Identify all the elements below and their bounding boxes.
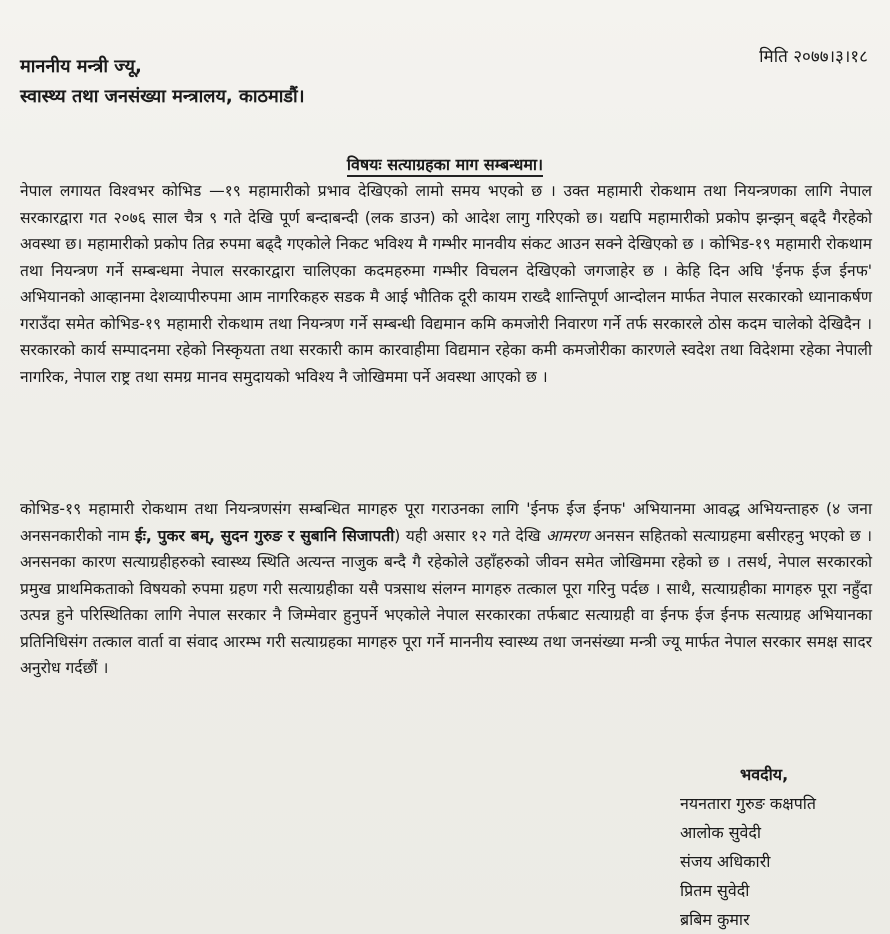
addressee-block [20,52,305,112]
letter-date: मिति २०७७।३।१८ [759,47,868,67]
signatory-name: नयनतारा गुरुङ कक्षपति [680,794,817,813]
hunger-striker-names: ईः, पुकर बम्, सुदन गुरुङ र सुबानि सिजापती [135,526,395,545]
paragraph2-text-part2: ) यही असार १२ गते देखि [394,526,546,545]
signatory-name: संजय अधिकारी [680,852,771,871]
subject-text: विषयः सत्याग्रहका माग सम्बन्धमा। [347,155,543,177]
signatory-name: ब्रबिम कुमार [680,910,750,929]
signatory-name: आलोक सुवेदी [680,823,762,842]
addressee-ministry: स्वास्थ्य तथा जनसंख्या मन्त्रालय, काठमाडौं। [20,86,305,107]
paragraph2-italic-word: आमरण [545,526,589,545]
addressee-title: माननीय मन्त्री ज्यू, [20,56,142,77]
signature-block [680,760,816,934]
closing-salutation: भवदीय, [740,765,789,784]
signatory-name: प्रितम सुवेदी [680,881,750,900]
paragraph2-text-part3: अनसन सहितको सत्याग्रहमा बसीरहनु भएको छ । अनसनका कारण सत्याग्रहीहरुको स्वास्थ्य स्थिति अत्यन्त नाजुक बन्दै गै रहेकोले उहाँहरुको जीवन समेत जोखिममा रहेको छ । तसर्थ, नेपाल सरकारको प्रमुख प्राथमिकताको विषयको रुपमा ग्रहण गरी सत्याग्रहीका यसै पत्रसाथ संलग्न मागहरु तत्काल पूरा गरिनु पर्दछ । साथै, सत्याग्रहीका मागहरु पूरा नहुँदा उत्पन्न हुने परिस्थितिका लागि नेपाल सरकार नै जिम्मेवार हुनुपर्ने भएकोले नेपाल सरकारका तर्फबाट सत्याग्रही वा ईनफ ईज ईनफ सत्याग्रह अभियानका प्रतिनिधिसंग तत्काल वार्ता वा संवाद आरम्भ गरी सत्याग्रहका मागहरु पूरा गर्ने माननीय स्वास्थ्य तथा जनसंख्या मन्त्री ज्यू मार्फत नेपाल सरकार समक्ष सादर अनुरोध गर्दछौं । [20,526,872,677]
subject-line [0,153,890,175]
body-paragraph-2 [20,496,872,682]
body-paragraph-1: नेपाल लगायत विश्वभर कोभिड —१९ महामारीको प्रभाव देखिएको लामो समय भएको छ । उक्त महामारी रोकथाम तथा नियन्त्रणका लागि नेपाल सरकारद्वारा गत २०७६ साल चैत्र ९ गते देखि पूर्ण बन्दाबन्दी (लक डाउन) को आदेश लागु गरिएको छ। यद्यपि महामारीको प्रकोप झन्झन् बढ्दै गैरहेको अवस्था छ। महामारीको प्रकोप तिव्र रुपमा बढ्दै गएकोले निकट भविश्य मै गम्भीर मानवीय संकट आउन सक्ने देखिएको छ । कोभिड-१९ महामारी रोकथाम तथा नियन्त्रण गर्ने सम्बन्धमा नेपाल सरकारद्वारा चालिएका कदमहरुमा गम्भीर विचलन देखिएको जगजाहेर छ । केहि दिन अघि 'ईनफ ईज ईनफ' अभियानको आव्हानमा देशव्यापीरुपमा आम नागरिकहरु सडक मै आई भौतिक दूरी कायम राख्दै शान्तिपूर्ण आन्दोलन मार्फत नेपाल सरकारको ध्यानाकर्षण गराउँदा समेत कोभिड-१९ महामारी रोकथाम तथा नियन्त्रण गर्ने सम्बन्धी विद्यमान कमि कमजोरी निवारण गर्ने तर्फ सरकारले ठोस कदम चालेको देखिदैन । सरकारको कार्य सम्पादनमा रहेको निस्कृयता तथा सरकारी काम कारवाहीमा विद्यमान रहेका कमी कमजोरीका कारणले स्वदेश तथा विदेशमा रहेका नेपाली नागरिक, नेपाल राष्ट्र तथा समग्र मानव समुदायको भविश्य नै जोखिममा पर्ने अवस्था आएको छ । [20,182,873,386]
paragraph2-text-part1: कोभिड-१९ महामारी रोकथाम तथा नियन्त्रणसंग सम्बन्धित मागहरु पूरा गराउनका लागि 'ईनफ ईज ईनफ' अभियानमा आवद्ध अभियन्ताहरु (४ जना अनसनकारीको नाम [20,500,872,545]
